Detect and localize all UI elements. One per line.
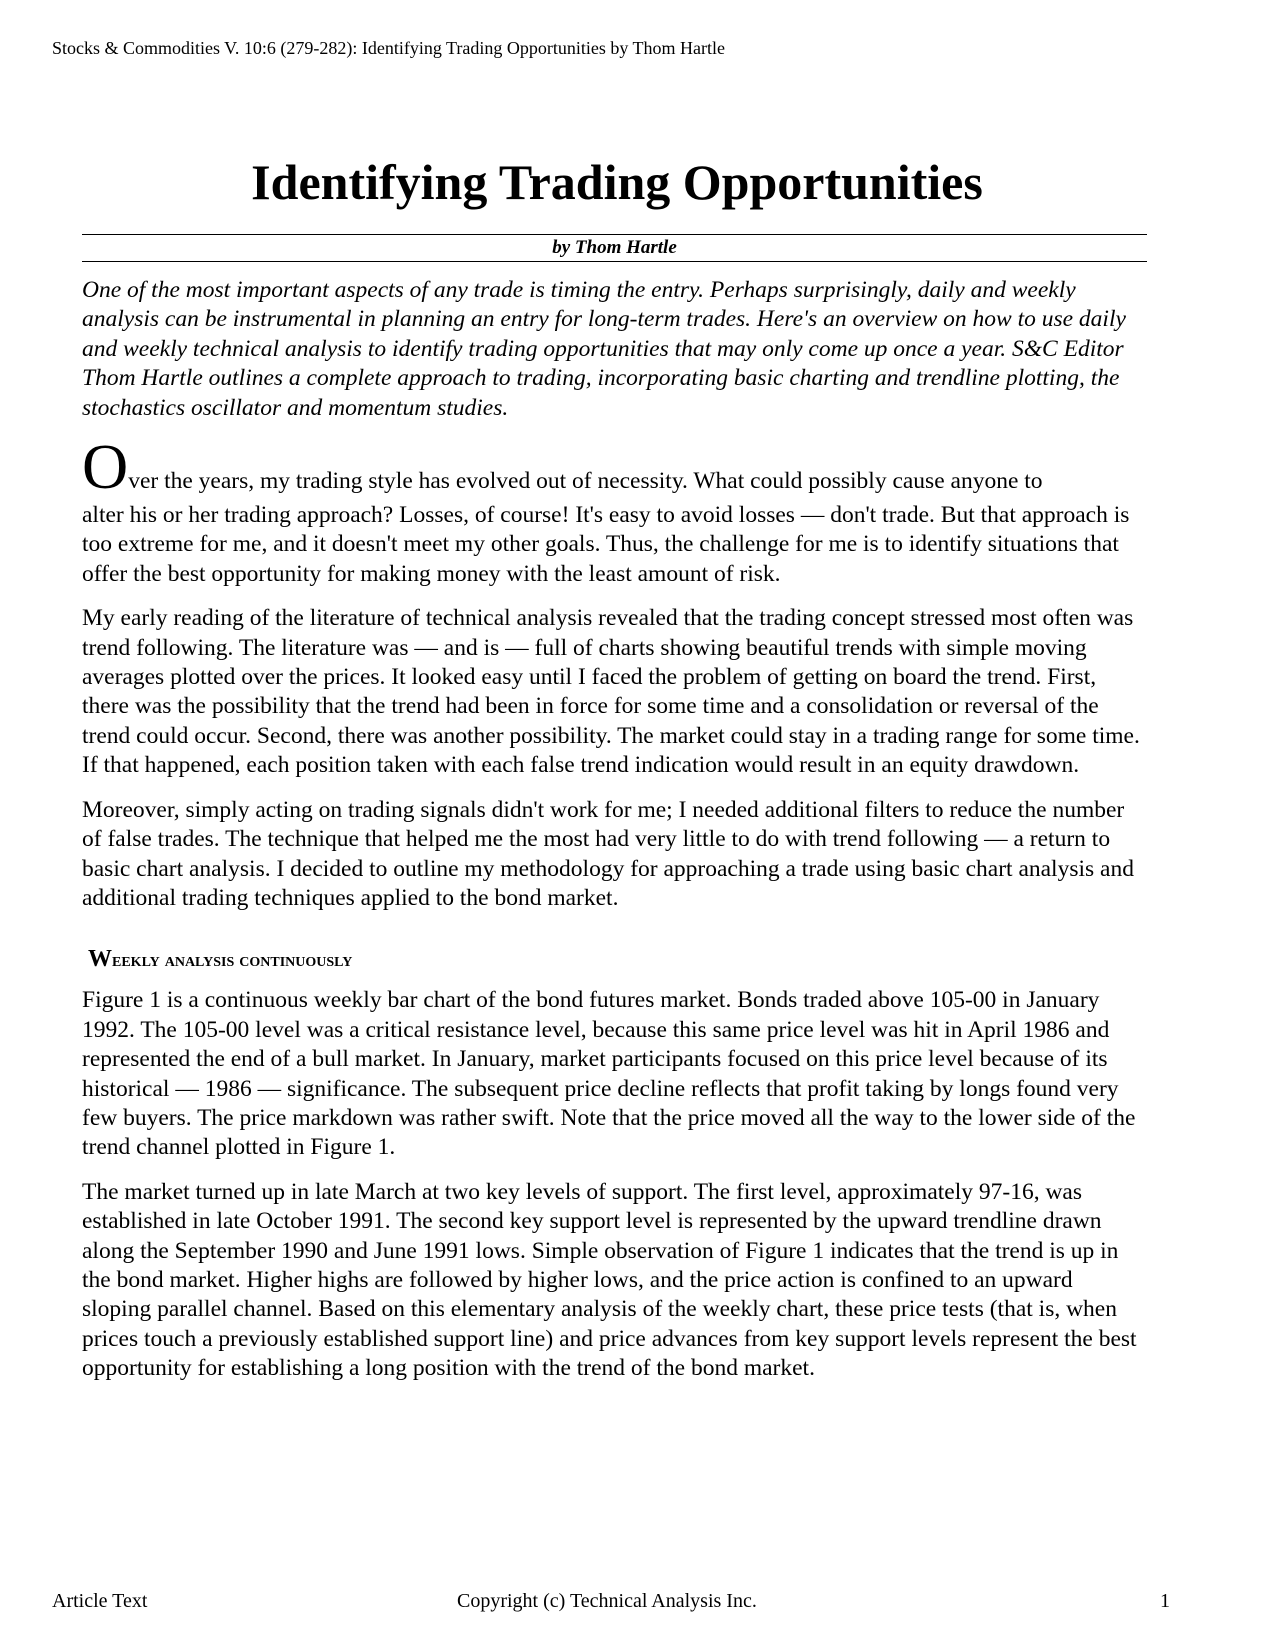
section-heading-text: eekly analysis continuously: [112, 949, 353, 972]
footer-label: Article Text: [52, 1590, 148, 1612]
section-heading-initial: W: [88, 946, 112, 973]
paragraph-2: My early reading of the literature of technical analysis revealed that the trading concept stressed most often was trend following. The literature was — and is — full of charts showing beautiful trends with simple moving averages plotted over the prices. It looked easy until I faced the problem of getting on board the trend. First, there was the possibility that the trend had been in force for some time and a consolidation or reversal of the trend could occur. Second, there was another possibility. The market could stay in a trading range for some time. If that happened, each position taken with each false trend indication would result in an equity drawdown.: [82, 605, 1140, 779]
article-deck: One of the most important aspects of any trade is timing the entry. Perhaps surprisingly, daily and weekly analysis can be instrumental in planning an entry for long-term trades. Here's an overview on how to use daily and weekly technical analysis to identify trading opportunities that may only come up once a year. S&C Editor Thom Hartle outlines a complete approach to trading, incorporating basic charting and trendline plotting, the stochastics oscillator and momentum studies.: [82, 277, 1126, 421]
first-line-text: ver the years, my trading style has evolved out of necessity. What could possibly cause anyone to: [128, 468, 1043, 495]
drop-cap: O: [82, 431, 129, 503]
paragraph-1: [82, 431, 1142, 589]
paragraph-4: Figure 1 is a continuous weekly bar chart of the bond futures market. Bonds traded above 105-00 in January 1992. The 105-00 level was a critical resistance level, because this same price level was hit in April 1986 and represented the end of a bull market. In January, market participants focused on this price level because of its historical — 1986 — significance. The subsequent price decline reflects that profit taking by longs found very few buyers. The price markdown was rather swift. Note that the price moved all the way to the lower side of the trend channel plotted in Figure 1.: [82, 987, 1136, 1161]
byline: by Thom Hartle: [552, 237, 677, 258]
running-header: Stocks & Commodities V. 10:6 (279-282): Identifying Trading Opportunities by Thom Hartle: [52, 38, 725, 58]
article-title: Identifying Trading Opportunities: [251, 154, 983, 210]
paragraph-1-text: alter his or her trading approach? Losses, of course! It's easy to avoid losses — don't trade. But that approach is too extreme for me, and it doesn't meet my other goals. Thus, the challenge for me is to identify situations that offer the best opportunity for making money with the least amount of risk.: [82, 502, 1130, 587]
first-line: [82, 431, 1043, 503]
paragraph-3: Moreover, simply acting on trading signals didn't work for me; I needed additional filters to reduce the number of false trades. The technique that helped me the most had very little to do with trend following — a return to basic chart analysis. I decided to outline my methodology for approaching a trade using basic chart analysis and additional trading techniques applied to the bond market.: [82, 796, 1134, 911]
byline-top-rule: [82, 234, 1147, 235]
footer-copyright: Copyright (c) Technical Analysis Inc.: [457, 1590, 757, 1612]
paragraph-5: The market turned up in late March at two key levels of support. The first level, approximately 97-16, was established in late October 1991. The second key support level is represented by the upward trendline drawn along the September 1990 and June 1991 lows. Simple observation of Figure 1 indicates that the trend is up in the bond market. Higher highs are followed by higher lows, and the price action is confined to an upward sloping parallel channel. Based on this elementary analysis of the weekly chart, these price tests (that is, when prices touch a previously established support line) and price advances from key support levels represent the best opportunity for establishing a long position with the trend of the bond market.: [82, 1178, 1137, 1382]
article-body: [82, 276, 1142, 1384]
section-heading: [88, 947, 1142, 972]
page-number: 1: [1160, 1590, 1170, 1612]
byline-bottom-rule: [82, 261, 1147, 262]
